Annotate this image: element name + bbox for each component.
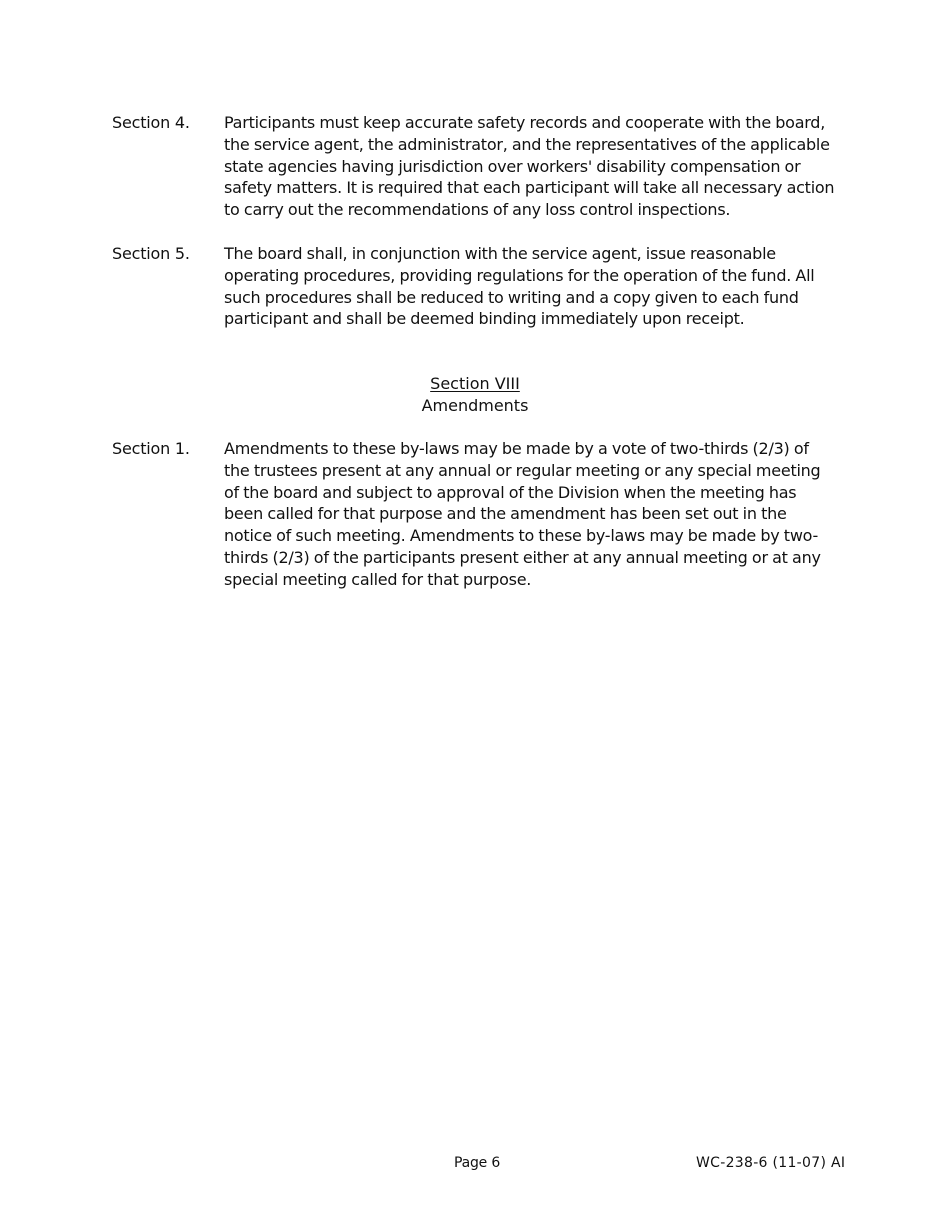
section-4-label: Section 4. bbox=[112, 113, 190, 132]
section-1-text: Amendments to these by-laws may be made by a vote of two-thirds (2/3) of the trustees present at any annual or regular meeting or any special meeting of the board and subject to approval of the Division when the meeting has been called for that purpose and the amendment has been set out in the notice of such meeting. Amendments to these by-laws may be made by two-thirds (2/3) of the participants present either at any annual meeting or at any special meeting called for that purpose. bbox=[224, 439, 821, 589]
section-4-text: Participants must keep accurate safety records and cooperate with the board, the service agent, the administrator, and the representatives of the applicable state agencies having jurisdiction over workers' disability compensation or safety matters. It is required that each participant will take all necessary action to carry out the recommendations of any loss control inspections. bbox=[224, 113, 835, 220]
article-title: Section VIII bbox=[430, 374, 520, 393]
article-subtitle: Amendments bbox=[421, 396, 529, 415]
article-heading bbox=[0, 373, 950, 417]
form-identifier: WC-238-6 (11-07) AI bbox=[696, 1155, 846, 1171]
section-5-text: The board shall, in conjunction with the service agent, issue reasonable operating procedures, providing regulations for the operation of the fund. All such procedures shall be reduced to writing and a copy given to each fund participant and shall be deemed binding immediately upon receipt. bbox=[224, 244, 815, 329]
page-number: Page 6 bbox=[454, 1155, 501, 1171]
section-1-label: Section 1. bbox=[112, 439, 190, 458]
section-5-label: Section 5. bbox=[112, 244, 190, 263]
